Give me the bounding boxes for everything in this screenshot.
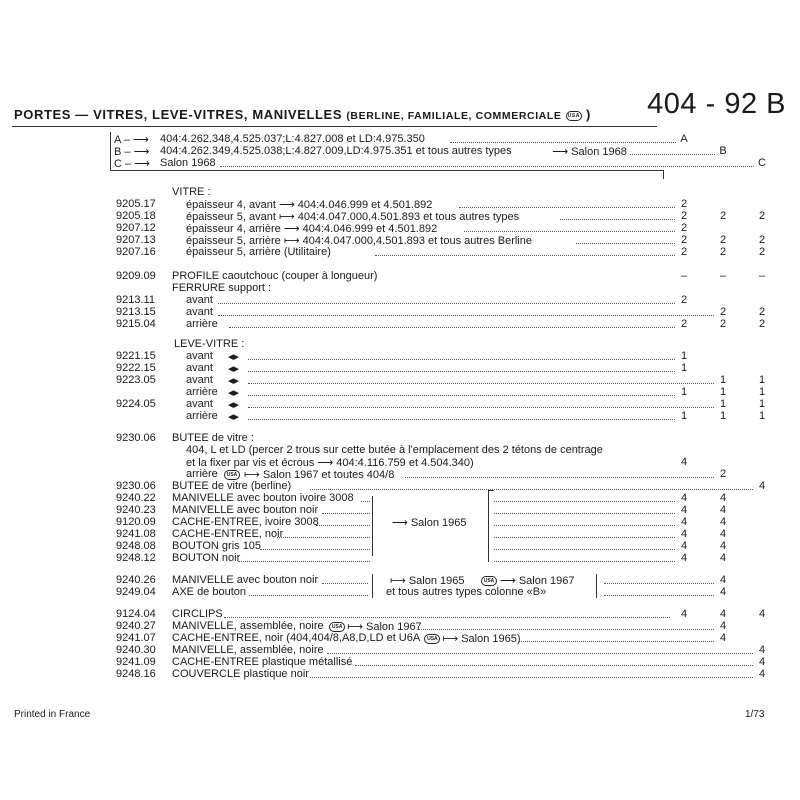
part-code: 9222.15 [116, 362, 156, 374]
usa-badge-icon: USA [224, 470, 240, 480]
dot-leader [310, 677, 753, 678]
quantity-b: 2 [719, 210, 727, 222]
quantity-a: 4 [680, 528, 688, 540]
part-code: 9240.22 [116, 492, 156, 504]
dot-leader [459, 207, 675, 208]
quantity-a: 1 [680, 410, 688, 422]
quantity-a: 2 [680, 198, 688, 210]
part-description: MANIVELLE avec bouton noir [172, 504, 319, 516]
part-description: VITRE : [172, 186, 211, 198]
dot-leader [277, 537, 370, 538]
part-description: avant [186, 350, 213, 362]
quantity-b: 2 [719, 246, 727, 258]
footer-left: Printed in France [14, 709, 91, 720]
part-description: AXE de bouton [172, 586, 247, 598]
quantity-c: 4 [758, 656, 766, 668]
part-code: 9248.08 [116, 540, 156, 552]
quantity-c: 1 [758, 386, 766, 398]
usa-badge-icon: USA [481, 576, 497, 586]
dot-leader [248, 371, 675, 372]
quantity-b: 4 [719, 504, 727, 516]
part-code: 9241.09 [116, 656, 156, 668]
quantity-b: 2 [719, 306, 727, 318]
group-condition: ⟶ Salon 1965 [392, 517, 467, 529]
part-description: arrière [186, 410, 218, 422]
quantity-c: 2 [758, 306, 766, 318]
usa-badge-icon: USA [424, 634, 440, 644]
dot-leader [310, 489, 753, 490]
part-description: COUVERCLE plastique noir [172, 668, 309, 680]
legend-column-a: A [680, 133, 688, 145]
dot-leader [248, 407, 714, 408]
window-lifter-arrow-icon: ◂▸ [228, 351, 240, 363]
dot-leader [229, 327, 675, 328]
window-lifter-arrow-icon: ◂▸ [228, 363, 240, 375]
quantity-a: 2 [680, 294, 688, 306]
dot-leader [494, 537, 675, 538]
part-description: CACHE-ENTREE, ivoire 3008 [172, 516, 319, 528]
window-lifter-arrow-icon: ◂▸ [228, 399, 240, 411]
quantity-c: 4 [758, 644, 766, 656]
quantity-a: – [680, 270, 688, 282]
quantity-b: 1 [719, 374, 727, 386]
quantity-a: 4 [680, 516, 688, 528]
title-text: PORTES — VITRES, LEVE-VITRES, MANIVELLES [14, 107, 343, 122]
group2-condition: ⟼ Salon 1965 [390, 575, 465, 587]
legend-text: Salon 1968 [160, 157, 216, 169]
part-code: 9248.12 [116, 552, 156, 564]
quantity-b: 2 [719, 468, 727, 480]
legend-bracket [110, 132, 111, 170]
title-close: ) [585, 107, 591, 122]
quantity-c: 2 [758, 210, 766, 222]
group2-condition: et tous autres types colonne «B» [386, 586, 547, 598]
dot-leader [494, 513, 675, 514]
quantity-b: 4 [719, 620, 727, 632]
part-code: 9215.04 [116, 318, 156, 330]
legend-extra: ⟶ Salon 1968 [552, 146, 627, 158]
dot-leader [375, 255, 675, 256]
part-code: 9205.17 [116, 198, 156, 210]
quantity-b: 4 [719, 632, 727, 644]
legend-bottom-rule [110, 170, 663, 171]
quantity-a: 4 [680, 504, 688, 516]
quantity-a: 4 [680, 552, 688, 564]
quantity-a: 1 [680, 386, 688, 398]
dot-leader [238, 561, 370, 562]
quantity-b: 4 [719, 574, 727, 586]
part-description: épaisseur 5, arrière ⟼ 404:4.047.000,4.501.893 et tous autres Berline [186, 235, 532, 247]
part-description: CACHE-ENTREE, noir (404,404/8,A8,D,LD et U6A [172, 632, 421, 644]
legend-text: 404:4.262.348,4.525.037;L:4.827.008 et LD:4.975.350 [160, 133, 425, 145]
legend-letter: B – ⟶ [114, 146, 150, 158]
quantity-b: 4 [719, 516, 727, 528]
dot-leader [249, 595, 368, 596]
legend-tick [663, 170, 664, 179]
dot-leader [248, 395, 675, 396]
dot-leader [322, 513, 370, 514]
dot-leader [248, 359, 675, 360]
dot-leader [322, 583, 368, 584]
butee-title: BUTEE de vitre : [172, 432, 254, 444]
part-code: 9240.23 [116, 504, 156, 516]
part-code: 9221.15 [116, 350, 156, 362]
part-code: 9207.16 [116, 246, 156, 258]
quantity-c: 2 [758, 246, 766, 258]
dot-leader [560, 219, 675, 220]
part-description: BUTEE de vitre (berline) [172, 480, 292, 492]
quantity-c: 1 [758, 398, 766, 410]
part-code: 9120.09 [116, 516, 156, 528]
quantity-a: 2 [680, 246, 688, 258]
quantity-b: 2 [719, 234, 727, 246]
part-code: 9223.05 [116, 374, 156, 386]
part-description: PROFILE caoutchouc (couper à longueur) [172, 270, 378, 282]
dot-leader [220, 166, 754, 167]
quantity-c: 4 [758, 668, 766, 680]
butee-line: arrière [186, 468, 218, 480]
quantity-b: 4 [719, 586, 727, 598]
dot-leader [248, 419, 675, 420]
part-code: 9207.13 [116, 234, 156, 246]
dot-leader [327, 653, 753, 654]
dot-leader [224, 617, 670, 618]
part-condition: ⟼ Salon 1965) [442, 633, 521, 645]
part-code: 9124.04 [116, 608, 156, 620]
quantity-c: 4 [758, 480, 766, 492]
quantity-b: 1 [719, 410, 727, 422]
dot-leader [604, 583, 714, 584]
dot-leader [604, 595, 714, 596]
dot-leader [519, 641, 714, 642]
quantity-a: 4 [680, 608, 688, 620]
legend-column-b: B [719, 145, 727, 157]
butee-line: et la fixer par vis et écrous ⟶ 404:4.116.759 et 4.504.340) [186, 457, 474, 469]
part-code: 9240.27 [116, 620, 156, 632]
dot-leader [450, 142, 676, 143]
part-code: 9241.08 [116, 528, 156, 540]
quantity-a: 4 [680, 492, 688, 504]
dot-leader [464, 231, 675, 232]
dot-leader [218, 303, 675, 304]
quantity-a: 2 [680, 222, 688, 234]
part-condition: ⟼ Salon 1967 [347, 621, 422, 633]
quantity-b: 4 [719, 608, 727, 620]
part-code: 9207.12 [116, 222, 156, 234]
dot-leader [494, 525, 675, 526]
part-description: BOUTON noir [172, 552, 241, 564]
legend-letter: C – ⟶ [114, 158, 150, 170]
window-lifter-arrow-icon: ◂▸ [228, 411, 240, 423]
part-description: CACHE-ENTREE, noir [172, 528, 284, 540]
part-description: MANIVELLE avec bouton ivoire 3008 [172, 492, 354, 504]
group-bracket-left [372, 496, 373, 556]
dot-leader [218, 315, 714, 316]
dot-leader [494, 561, 675, 562]
part-description: MANIVELLE, assemblée, noire [172, 644, 324, 656]
dot-leader [576, 243, 675, 244]
header-rule [12, 126, 657, 127]
quantity-b: 4 [719, 492, 727, 504]
dot-leader [494, 549, 675, 550]
legend-text: 404:4.262.349,4.525.038;L:4.827.009,LD:4.975.351 et tous autres types [160, 145, 512, 157]
dot-leader [361, 501, 370, 502]
group2-bracket-right [596, 574, 597, 598]
part-description: épaisseur 5, avant ⟼ 404:4.047.000,4.501.893 et tous autres types [186, 211, 520, 223]
quantity-b: – [719, 270, 727, 282]
dot-leader [405, 477, 714, 478]
window-lifter-arrow-icon: ◂▸ [228, 375, 240, 387]
butee-line: ⟼ Salon 1967 et toutes 404/8 [244, 469, 395, 481]
part-code: 9205.18 [116, 210, 156, 222]
part-code: 9209.09 [116, 270, 156, 282]
part-description: avant [186, 362, 213, 374]
usa-badge-icon: USA [567, 112, 580, 119]
section-title [14, 107, 591, 122]
part-description: LEVE-VITRE : [174, 338, 245, 350]
quantity-a: 2 [680, 318, 688, 330]
part-code: 9213.15 [116, 306, 156, 318]
footer-right: 1/73 [745, 709, 765, 720]
title-suffix: (BERLINE, FAMILIALE, COMMERCIALE [346, 110, 562, 122]
quantity-b: 2 [719, 318, 727, 330]
dot-leader [355, 665, 753, 666]
part-code: 9240.30 [116, 644, 156, 656]
part-description: MANIVELLE avec bouton noir [172, 574, 319, 586]
group2-bracket-left [372, 574, 373, 598]
window-lifter-arrow-icon: ◂▸ [228, 387, 240, 399]
dot-leader [316, 525, 370, 526]
part-code: 9230.06 [116, 480, 156, 492]
quantity-a: 1 [680, 362, 688, 374]
part-description: avant [186, 374, 213, 386]
part-description: MANIVELLE, assemblée, noire [172, 620, 324, 632]
quantity-c: 1 [758, 374, 766, 386]
part-code: 9240.26 [116, 574, 156, 586]
quantity-a: 1 [680, 350, 688, 362]
part-description: avant [186, 398, 213, 410]
quantity-c: 2 [758, 318, 766, 330]
quantity-b: 1 [719, 386, 727, 398]
quantity-a: 4 [680, 456, 688, 468]
group2-condition: ⟶ Salon 1967 [500, 575, 575, 587]
part-code: 9224.05 [116, 398, 156, 410]
butee-line: 404, L et LD (percer 2 trous sur cette butée à l'emplacement des 2 tétons de centrage [186, 444, 603, 456]
quantity-c: 1 [758, 410, 766, 422]
quantity-b: 4 [719, 540, 727, 552]
dot-leader [418, 629, 714, 630]
part-code: 9249.04 [116, 586, 156, 598]
part-code: 9248.16 [116, 668, 156, 680]
part-code: 9241.07 [116, 632, 156, 644]
quantity-a: 2 [680, 234, 688, 246]
part-description: épaisseur 4, arrière ⟶ 404:4.046.999 et 4.501.892 [186, 223, 438, 235]
quantity-c: 4 [758, 608, 766, 620]
group-bracket-right [488, 490, 489, 562]
quantity-c: 2 [758, 234, 766, 246]
part-description: CIRCLIPS [172, 608, 223, 620]
quantity-b: 1 [719, 398, 727, 410]
dot-leader [260, 549, 370, 550]
part-code: 9230.06 [116, 432, 156, 444]
dot-leader [630, 154, 715, 155]
quantity-a: 4 [680, 540, 688, 552]
part-description: avant [186, 294, 213, 306]
quantity-c: – [758, 270, 766, 282]
part-description: épaisseur 4, avant ⟶ 404:4.046.999 et 4.501.892 [186, 199, 433, 211]
legend-column-c: C [758, 157, 766, 169]
part-description: avant [186, 306, 213, 318]
part-description: épaisseur 5, arrière (Utilitaire) [186, 246, 331, 258]
dot-leader [248, 383, 714, 384]
group-bracket-top [488, 490, 494, 491]
part-description: arrière [186, 386, 218, 398]
quantity-b: 4 [719, 552, 727, 564]
legend-letter: A – ⟶ [114, 134, 149, 146]
part-description: CACHE-ENTREE plastique métallisé [172, 656, 353, 668]
part-description: BOUTON gris 105 [172, 540, 262, 552]
part-code: 9213.11 [116, 294, 155, 306]
quantity-b: 4 [719, 528, 727, 540]
part-description: arrière [186, 318, 218, 330]
part-description: FERRURE support : [172, 282, 272, 294]
quantity-a: 2 [680, 210, 688, 222]
page-reference: 404 - 92 B [647, 88, 786, 120]
dot-leader [494, 501, 675, 502]
usa-badge-icon: USA [329, 622, 345, 632]
